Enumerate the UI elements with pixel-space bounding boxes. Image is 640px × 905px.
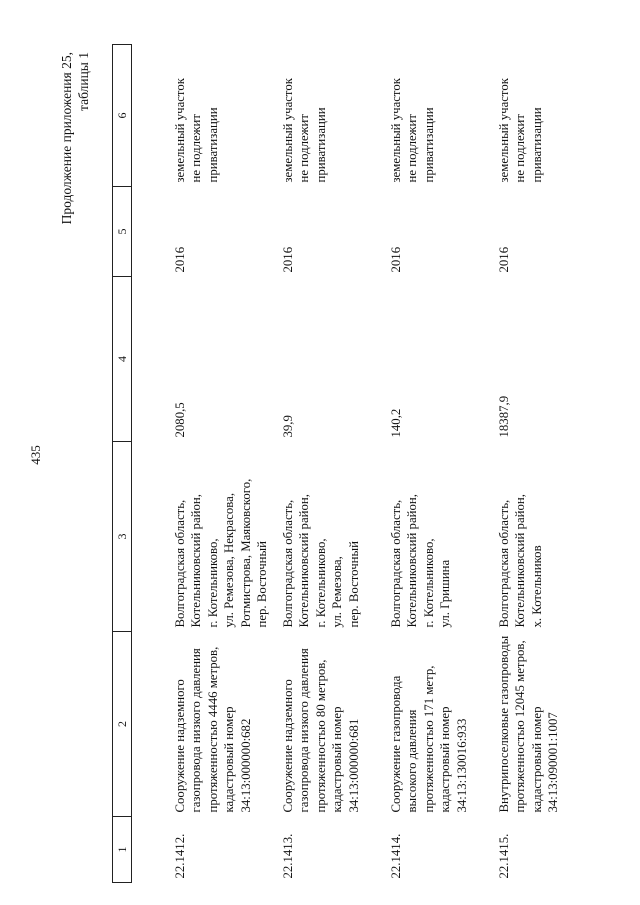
object-name: Сооружение надземного газопровода низкого давления протяженностью 80 метров, кадастровый номер 34:13:000000:681 — [281, 648, 361, 813]
object-address: Волгоградская область, Котельниковский район, г. Котельниково, ул. Гришина — [389, 494, 453, 628]
column-number-header — [113, 45, 132, 883]
page-number: 435 — [28, 445, 43, 465]
object-name: Сооружение газопровода высокого давления протяженностью 171 метр, кадастровый номер 34:13:130016:933 — [389, 665, 469, 813]
object-name: Внутрипоселковые газопроводы протяженностью 12045 метров, кадастровый номер 34:13:090001:1007 — [497, 635, 561, 813]
object-note: земельный участок не подлежит приватизации — [497, 78, 544, 183]
continuation-line-1: Продолжение приложения 25, — [59, 52, 74, 225]
col-header-5: 5 — [113, 187, 132, 277]
object-value: 2080,5 — [173, 402, 187, 438]
object-value: 140,2 — [389, 408, 403, 438]
row-number: 22.1413. — [281, 833, 295, 879]
col-header-2: 2 — [113, 632, 132, 817]
table-row — [384, 45, 492, 883]
property-table — [112, 44, 600, 883]
object-value: 18387,9 — [497, 395, 511, 438]
continuation-header — [58, 52, 92, 432]
object-note: земельный участок не подлежит приватизации — [281, 78, 328, 183]
object-year: 2016 — [173, 246, 187, 273]
object-address: Волгоградская область, Котельниковский район, х. Котельников — [497, 494, 544, 628]
col-header-4: 4 — [113, 277, 132, 442]
table-row — [276, 45, 384, 883]
object-address: Волгоградская область, Котельниковский район, г. Котельниково, ул. Ремезова, пер. Восточный — [281, 494, 361, 628]
object-value: 39,9 — [281, 415, 295, 438]
object-note: земельный участок не подлежит приватизации — [389, 78, 436, 183]
row-number: 22.1415. — [497, 833, 511, 879]
object-year: 2016 — [281, 246, 295, 273]
row-number: 22.1412. — [173, 833, 187, 879]
object-year: 2016 — [389, 246, 403, 273]
continuation-line-2: таблицы 1 — [76, 52, 91, 111]
col-header-1: 1 — [113, 817, 132, 883]
col-header-3: 3 — [113, 442, 132, 632]
object-note: земельный участок не подлежит приватизации — [173, 78, 220, 183]
col-header-6: 6 — [113, 45, 132, 187]
object-name: Сооружение надземного газопровода низкого давления протяженностью 4446 метров, кадастровый номер 34:13:000000:682 — [173, 646, 253, 813]
table-row — [492, 45, 600, 883]
row-number: 22.1414. — [389, 833, 403, 879]
table-row — [132, 45, 277, 883]
object-address: Волгоградская область, Котельниковский район, г. Котельниково, ул. Ремезова, Некрасова, Ротмистрова, Маяковского, пер. Восточный — [173, 478, 270, 628]
object-year: 2016 — [497, 246, 511, 273]
